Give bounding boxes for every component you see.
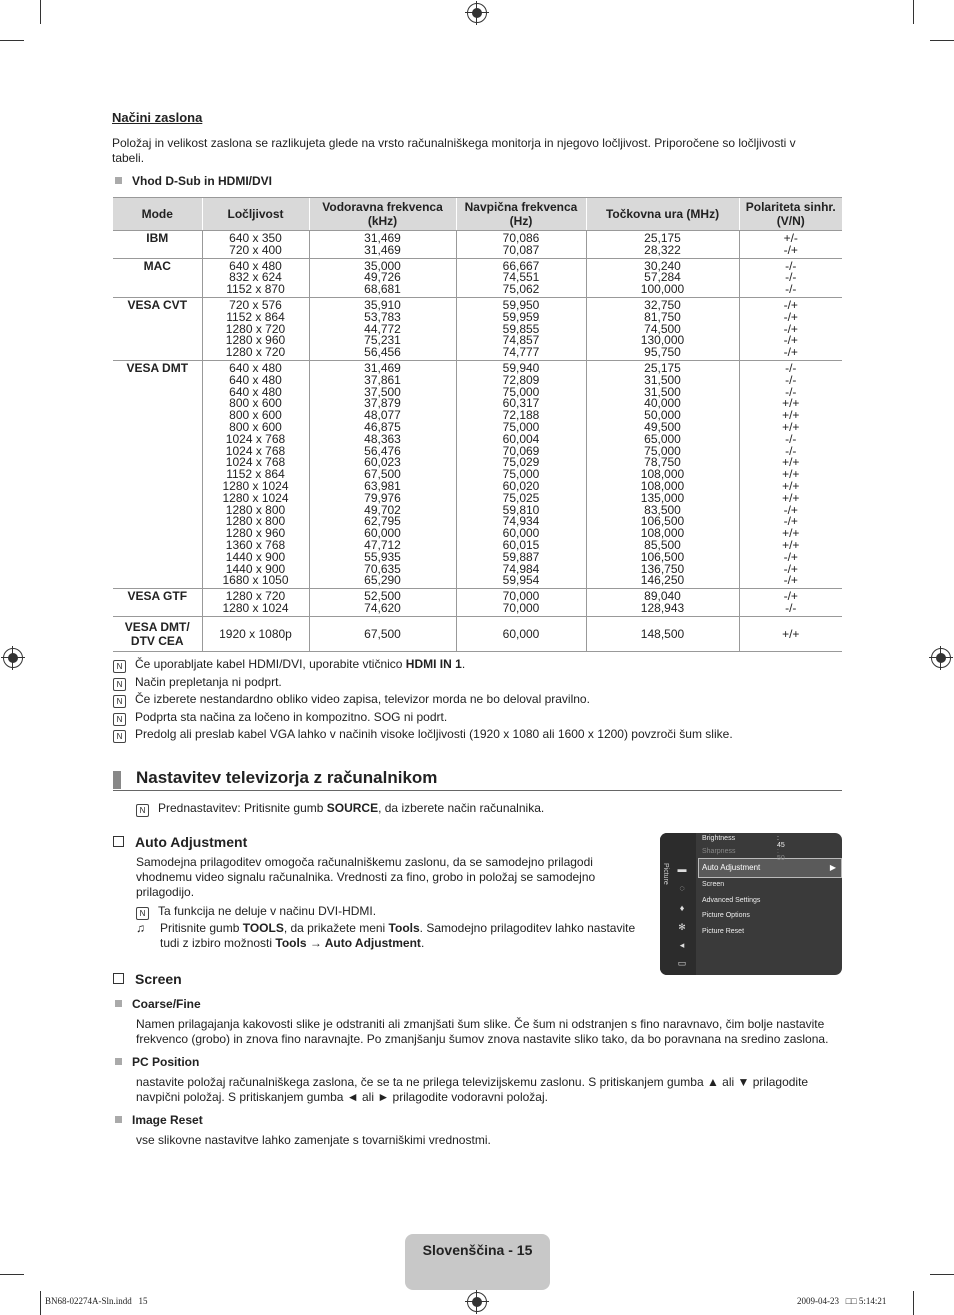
registration-mark-icon <box>3 648 23 668</box>
note-item: N Način prepletanja ni podprt. <box>113 675 282 691</box>
table-cell-clk: 25,175 31,500 31,500 40,000 50,000 49,500 65,000 75,000 78,750 108,000 108,000 135,000 83,500 106,500 108,000 85,500 106,500 136,750 146,250 <box>586 360 739 588</box>
note-icon: N <box>136 907 149 920</box>
coarse-fine-title: Coarse/Fine <box>115 997 201 1012</box>
header-mode: Mode <box>113 198 202 231</box>
table-cell-res: 1280 x 720 1280 x 1024 <box>202 589 309 617</box>
crop-mark <box>40 1291 41 1315</box>
table-cell-mode: VESA DMT/ DTV CEA <box>113 616 202 651</box>
crop-mark <box>913 0 914 24</box>
crop-mark <box>0 1274 24 1275</box>
table-cell-clk: 30,240 57,284 100,000 <box>586 258 739 297</box>
square-bullet-icon <box>115 1058 122 1065</box>
auto-note: N Ta funkcija ne deluje v načinu DVI-HDMI. <box>136 904 376 920</box>
note-item: N Če uporabljate kabel HDMI/DVI, uporabite vtičnico HDMI IN 1. <box>113 657 465 673</box>
table-cell-res: 640 x 480 832 x 624 1152 x 870 <box>202 258 309 297</box>
heading-bar <box>113 771 121 789</box>
table-header-row <box>113 198 842 231</box>
table-cell-h: 31,469 31,469 <box>309 231 456 259</box>
header-hfreq: Vodoravna frekvenca (kHz) <box>309 198 456 231</box>
table-cell-pol: -/- -/- -/- <box>739 258 842 297</box>
table-cell-res: 640 x 350 720 x 400 <box>202 231 309 259</box>
page-number: Slovenščina - 15 <box>422 1242 533 1258</box>
checkbox-bullet-icon <box>113 973 124 984</box>
osd-side-label: Picture <box>662 863 669 885</box>
crop-mark <box>930 40 954 41</box>
table-cell-mode: VESA DMT <box>113 360 202 588</box>
crop-mark <box>930 1274 954 1275</box>
square-bullet-icon <box>115 177 122 184</box>
auto-adjustment-title: Auto Adjustment <box>113 834 247 850</box>
header-vfreq: Navpična frekvenca (Hz) <box>456 198 586 231</box>
crop-mark <box>40 0 41 24</box>
sound-icon: ◌ <box>679 883 685 893</box>
support-icon: ◂ <box>679 940 685 950</box>
square-bullet-icon <box>115 1116 122 1123</box>
note-item: N Če izberete nestandardno obliko video zapisa, televizor morda ne bo deloval pravilno. <box>113 692 590 708</box>
auto-adjustment-body: Samodejna prilagoditev omogoča računalniškemu zaslonu, da se samodejno prilagodi vhodnemu video signalu računalnika. Vrednosti za fino, grobo in položaj se samodejno prilagodijo. <box>136 855 596 899</box>
note-icon: N <box>113 730 126 743</box>
image-reset-title: Image Reset <box>115 1113 203 1128</box>
table-cell-mode: MAC <box>113 258 202 297</box>
osd-item-screen[interactable]: Screen <box>702 881 725 888</box>
picture-icon: ▬ <box>677 864 687 874</box>
crop-mark <box>0 40 24 41</box>
coarse-fine-body: Namen prilagajanja kakovosti slike je odstraniti ali zmanjšati šum slike. Če šum ni odstranjen s fino naravnavo, čim bolje nastavite frekvenco (grobo) in znova fino naravnajte. Po zmanjšanju šumov znova nastavite sliko tako, da bo poravnana na sredino zaslona. <box>136 1017 829 1046</box>
table-row <box>113 258 842 297</box>
note-icon: N <box>136 804 149 817</box>
registration-mark-icon <box>467 1292 487 1312</box>
table-row <box>113 616 842 651</box>
header-polarity: Polariteta sinhr. (V/N) <box>739 198 842 231</box>
tools-note: ♫ Pritisnite gumb TOOLS, da prikažete meni Tools. Samodejno prilagoditev lahko nastavite tudi z izbiro možnosti Tools → Auto Adjustment. <box>136 921 636 950</box>
section-intro: Položaj in velikost zaslona se razlikujeta glede na vrsto računalniškega monitorja in njegovo ločljivost. Priporočene so ločljivosti v tabeli. <box>112 136 796 165</box>
table-cell-res: 640 x 480 640 x 480 640 x 480 800 x 600 800 x 600 800 x 600 1024 x 768 1024 x 768 1024 x 768 1152 x 864 1280 x 1024 1280 x 1024 1280 x 800 1280 x 800 1280 x 960 1360 x 768 1440 x 900 1440 x 900 1680 x 1050 <box>202 360 309 588</box>
table-cell-mode: IBM <box>113 231 202 259</box>
file-name: BN68-02274A-Sln.indd 15 <box>45 1296 148 1306</box>
table-cell-mode: VESA CVT <box>113 297 202 360</box>
image-reset-body: vse slikovne nastavitve lahko zamenjate s tovarniškimi vrednostmi. <box>136 1133 491 1147</box>
bullet-item <box>115 174 272 189</box>
table-cell-pol: +/+ <box>739 616 842 651</box>
header-resolution: Ločljivost <box>202 198 309 231</box>
registration-mark-icon <box>931 648 951 668</box>
table-cell-v: 59,950 59,959 59,855 74,857 74,777 <box>456 297 586 360</box>
table-cell-v: 66,667 74,551 75,062 <box>456 258 586 297</box>
table-row <box>113 231 842 259</box>
note-item: N Podprta sta načina za ločeno in kompozitno. SOG ni podrt. <box>113 710 447 726</box>
table-row <box>113 360 842 588</box>
table-cell-pol: -/+ -/+ -/+ -/+ -/+ <box>739 297 842 360</box>
print-date: 2009-04-23 □□ 5:14:21 <box>797 1296 887 1306</box>
note-item: N Predolg ali preslab kabel VGA lahko v načinih visoke ločljivosti (1920 x 1080 ali 1600 x 1200) povzroči šum slike. <box>113 727 733 743</box>
table-cell-h: 35,000 49,726 68,681 <box>309 258 456 297</box>
osd-menu-screenshot <box>660 833 842 975</box>
table-cell-pol: -/- -/- -/- +/+ +/+ +/+ -/- -/- +/+ +/+ +/+ +/+ -/+ -/+ +/+ +/+ -/+ -/+ -/+ <box>739 360 842 588</box>
display-modes-table <box>113 197 842 652</box>
table-cell-clk: 89,040 128,943 <box>586 589 739 617</box>
section-title: Načini zaslona <box>112 110 203 125</box>
table-row <box>113 589 842 617</box>
table-cell-pol: -/+ -/- <box>739 589 842 617</box>
table-cell-v: 60,000 <box>456 616 586 651</box>
table-cell-v: 70,000 70,000 <box>456 589 586 617</box>
note-icon: N <box>113 695 126 708</box>
table-cell-mode: VESA GTF <box>113 589 202 617</box>
checkbox-bullet-icon <box>113 836 124 847</box>
osd-item-auto-adjustment[interactable]: Auto Adjustment ▶ <box>702 863 836 872</box>
table-cell-v: 59,940 72,809 75,000 60,317 72,188 75,000 60,004 70,069 75,029 75,000 60,020 75,025 59,810 74,934 60,000 60,015 59,887 74,984 59,954 <box>456 360 586 588</box>
heading-rule <box>113 790 842 791</box>
table-row <box>113 297 842 360</box>
table-cell-clk: 32,750 81,750 74,500 130,000 95,750 <box>586 297 739 360</box>
square-bullet-icon <box>115 1000 122 1007</box>
note-icon: N <box>113 678 126 691</box>
bullet-label: Vhod D-Sub in HDMI/DVI <box>132 174 272 188</box>
pc-position-body: nastavite položaj računalniškega zaslona, če se ta ne prilega televizijskemu zaslonu. S pritiskanjem gumba ▲ ali ▼ prilagodite navpični položaj. S pritiskanjem gumba ◄ ali ► prilagodite vodoravni položaj. <box>136 1075 809 1104</box>
registration-mark-icon <box>467 3 487 23</box>
table-cell-res: 1920 x 1080p <box>202 616 309 651</box>
preset-note: N Prednastavitev: Pritisnite gumb SOURCE, da izberete način računalnika. <box>136 801 544 817</box>
osd-item-sharpness[interactable]: Sharpness : 50 <box>702 848 785 862</box>
table-cell-h: 67,500 <box>309 616 456 651</box>
table-cell-h: 52,500 74,620 <box>309 589 456 617</box>
tools-icon: ♫ <box>136 921 145 935</box>
osd-item-brightness[interactable]: Brightness : 45 <box>702 835 785 849</box>
gear-icon: ✻ <box>678 922 686 932</box>
table-cell-h: 31,469 37,861 37,500 37,879 48,077 46,875 48,363 56,476 60,023 67,500 63,981 79,976 49,702 62,795 60,000 47,712 55,935 70,635 65,290 <box>309 360 456 588</box>
table-cell-h: 35,910 53,783 44,772 75,231 56,456 <box>309 297 456 360</box>
pc-position-title: PC Position <box>115 1055 199 1070</box>
note-icon: N <box>113 660 126 673</box>
setup-icon: ♦ <box>679 903 685 913</box>
screen-title: Screen <box>113 971 182 987</box>
crop-mark <box>913 1291 914 1315</box>
header-clock: Točkovna ura (MHz) <box>586 198 739 231</box>
table-cell-res: 720 x 576 1152 x 864 1280 x 720 1280 x 960 1280 x 720 <box>202 297 309 360</box>
section-heading: Nastavitev televizorja z računalnikom <box>136 768 438 787</box>
table-cell-v: 70,086 70,087 <box>456 231 586 259</box>
note-icon: N <box>113 713 126 726</box>
osd-item-picture-reset[interactable]: Picture Reset <box>702 928 745 935</box>
input-icon: ▭ <box>677 958 687 968</box>
table-cell-clk: 148,500 <box>586 616 739 651</box>
table-cell-clk: 25,175 28,322 <box>586 231 739 259</box>
osd-item-picture-options[interactable]: Picture Options <box>702 912 750 919</box>
osd-item-advanced-settings[interactable]: Advanced Settings <box>702 897 761 904</box>
table-cell-pol: +/- -/+ <box>739 231 842 259</box>
